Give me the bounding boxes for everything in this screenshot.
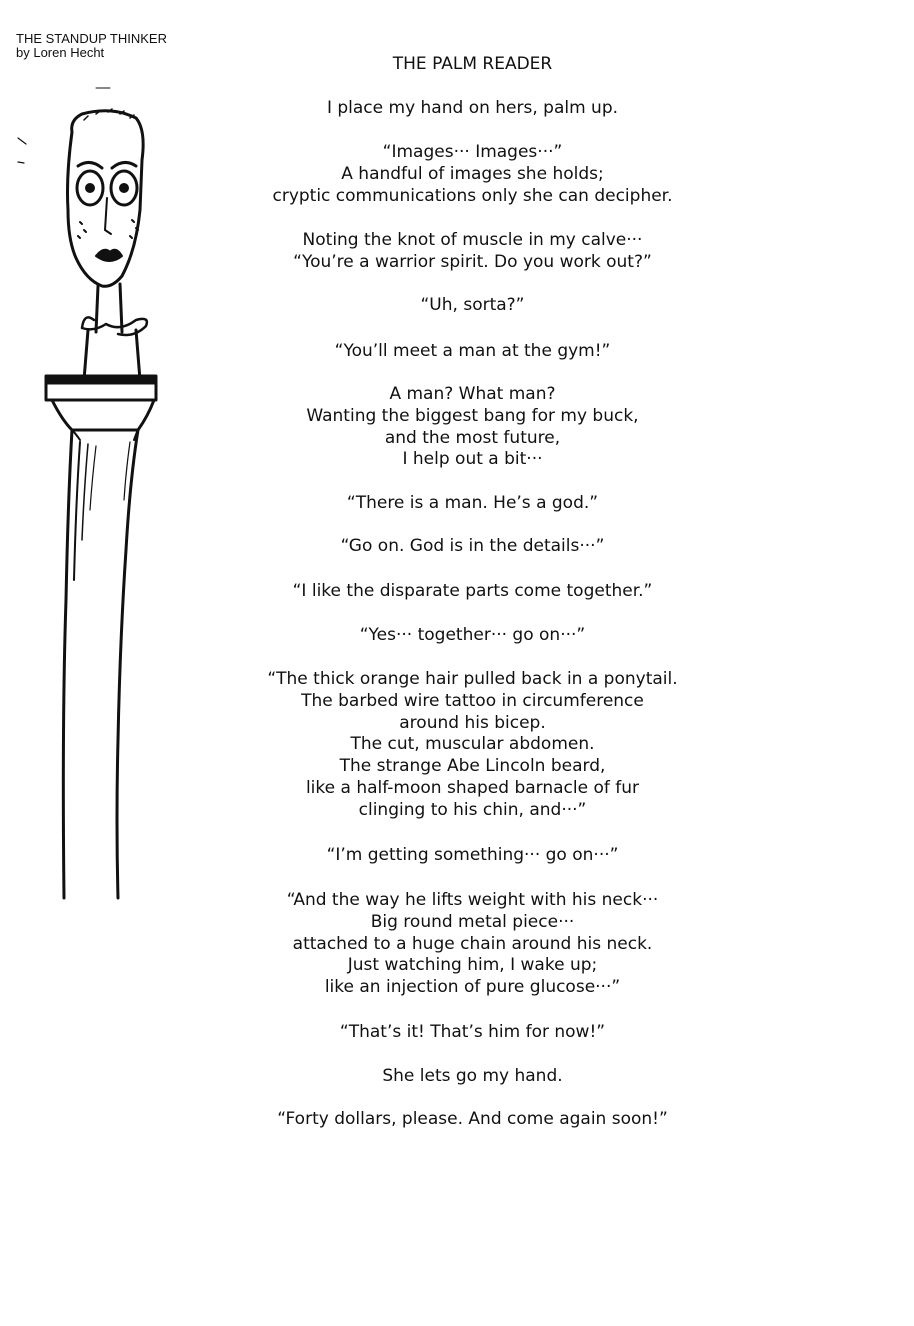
poem-line: cryptic communications only she can decipher. (272, 185, 673, 206)
poem-line: and the most future, (384, 427, 561, 448)
poem-line: “There is a man. He’s a god.” (346, 493, 599, 513)
poem-line: Noting the knot of muscle in my calve··· (302, 230, 643, 250)
poem-line: I place my hand on hers, palm up. (326, 98, 619, 118)
stanza (250, 890, 695, 999)
stanza (250, 230, 695, 274)
poem-line: “You’re a warrior spirit. Do you work out?” (293, 251, 652, 272)
stanza (250, 1109, 695, 1131)
stanza (250, 1022, 695, 1044)
poem-line: Big round metal piece··· (370, 911, 575, 932)
stanza (250, 536, 695, 558)
poem-line: The strange Abe Lincoln beard, (339, 756, 606, 777)
poem-line: A handful of images she holds; (341, 163, 604, 184)
poem-line: Wanting the biggest bang for my buck, (306, 405, 639, 426)
poem-line: “Uh, sorta?” (420, 295, 525, 315)
poem-line: Just watching him, I wake up; (347, 955, 598, 976)
poem-line: “The thick orange hair pulled back in a ponytail. (267, 669, 678, 689)
series-title: THE STANDUP THINKER (16, 31, 167, 46)
poem-line: like a half-moon shaped barnacle of fur (305, 777, 640, 798)
poem-title: THE PALM READER (392, 54, 553, 74)
poem-line: “Images··· Images···” (382, 142, 563, 162)
poem-line: The barbed wire tattoo in circumference (301, 690, 644, 711)
stanza (250, 669, 695, 822)
poem-line: “You’ll meet a man at the gym!” (334, 341, 611, 361)
standing-figure-icon (10, 80, 160, 910)
poem-line: like an injection of pure glucose···” (324, 977, 621, 998)
poem-line: clinging to his chin, and···” (358, 799, 587, 820)
stanza (250, 295, 695, 317)
poem-line: The cut, muscular abdomen. (350, 734, 595, 755)
poem-line: I help out a bit··· (402, 449, 543, 470)
stanza (250, 493, 695, 515)
poem-line: “I like the disparate parts come together.” (292, 581, 653, 601)
poem-line: “Forty dollars, please. And come again soon!” (277, 1109, 668, 1129)
poem-line: “That’s it! That’s him for now!” (339, 1022, 606, 1042)
poem-line: She lets go my hand. (382, 1066, 563, 1086)
stanza (250, 845, 695, 867)
stanza (250, 384, 695, 471)
poem-line: around his bicep. (399, 712, 546, 733)
byline: by Loren Hecht (16, 45, 105, 60)
stanza (250, 1066, 695, 1088)
poem-line: “Yes··· together··· go on···” (359, 625, 586, 645)
page-header (16, 32, 167, 60)
poem-line: “And the way he lifts weight with his neck··· (286, 890, 659, 910)
stanza (250, 341, 695, 363)
poem-line: “I’m getting something··· go on···” (326, 845, 619, 865)
stanza (250, 98, 695, 120)
poem-line: A man? What man? (389, 384, 556, 404)
poem-line: attached to a huge chain around his neck. (292, 933, 653, 954)
stanza (250, 142, 695, 207)
stanza (250, 581, 695, 603)
stanza (250, 625, 695, 647)
poem-line: “Go on. God is in the details···” (340, 536, 605, 556)
